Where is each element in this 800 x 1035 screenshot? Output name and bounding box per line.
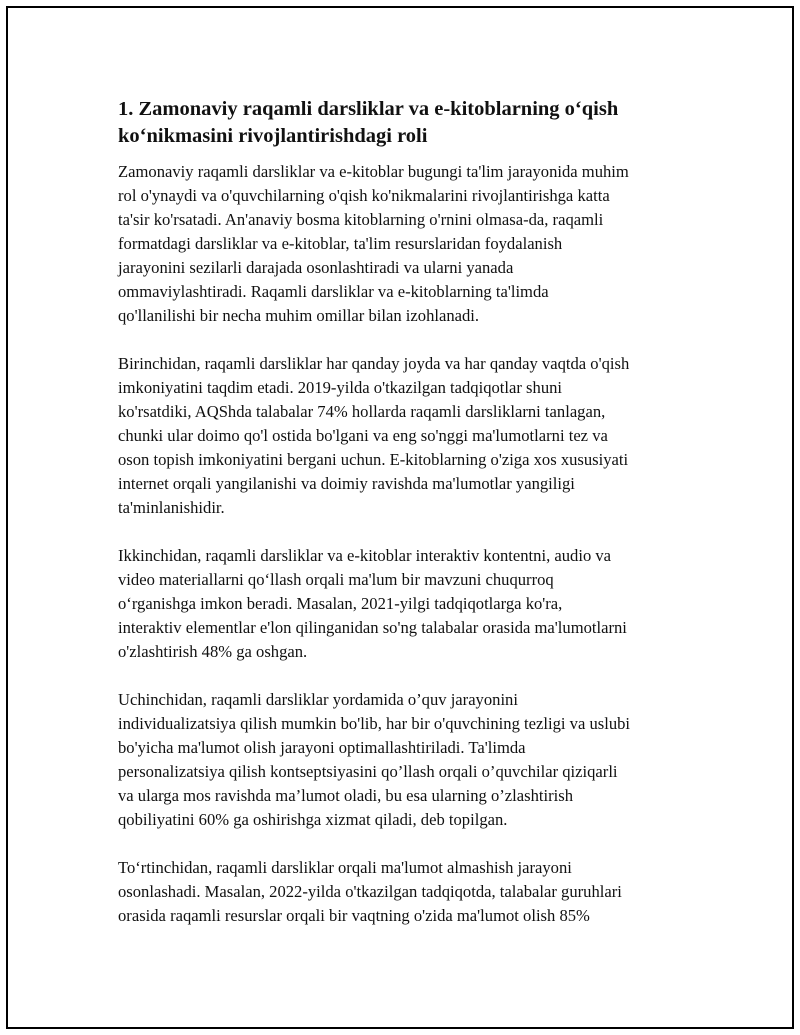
text-line: va ularga mos ravishda ma’lumot oladi, bu esa ularning o’zlashtirish [118, 786, 573, 805]
paragraph-intro [118, 160, 703, 328]
text-line: qo'llanilishi bir necha muhim omillar bilan izohlanadi. [118, 306, 480, 325]
text-line: o'zlashtirish 48% ga oshgan. [118, 642, 308, 661]
text-line: qobiliyatini 60% ga oshirishga xizmat qiladi, deb topilgan. [118, 810, 508, 829]
text-line: internet orqali yangilanishi va doimiy ravishda ma'lumotlar yangiligi [118, 474, 575, 493]
text-line: interaktiv elementlar e'lon qilinganidan so'ng talabalar orasida ma'lumotlarni [118, 618, 627, 637]
text-line: Ikkinchidan, raqamli darsliklar va e-kitoblar interaktiv kontentni, audio va [118, 546, 612, 565]
page-frame [6, 6, 794, 1029]
text-line: osonlashadi. Masalan, 2022-yilda o'tkazilgan tadqiqotda, talabalar guruhlari [118, 882, 622, 901]
text-line: To‘rtinchidan, raqamli darsliklar orqali ma'lumot almashish jarayoni [118, 858, 572, 877]
text-line: formatdagi darsliklar va e-kitoblar, ta'lim resurslaridan foydalanish [118, 234, 563, 253]
document-body [118, 96, 703, 928]
heading-line: 1. Zamonaviy raqamli darsliklar va e-kitoblarning o‘qish [118, 98, 619, 120]
text-line: personalizatsiya qilish kontseptsiyasini qo’llash orqali o’quvchilar qiziqarli [118, 762, 618, 781]
text-line: oson topish imkoniyatini bergani uchun. E-kitoblarning o'ziga xos xususiyati [118, 450, 629, 469]
paragraph-second [118, 544, 703, 664]
text-line: Birinchidan, raqamli darsliklar har qanday joyda va har qanday vaqtda o'qish [118, 354, 630, 373]
paragraph-first [118, 352, 703, 520]
text-line: bo'yicha ma'lumot olish jarayoni optimallashtiriladi. Ta'limda [118, 738, 526, 757]
text-line: ta'minlanishidir. [118, 498, 225, 517]
text-line: chunki ular doimo qo'l ostida bo'lgani va eng so'nggi ma'lumotlarni tez va [118, 426, 608, 445]
section-heading [118, 96, 703, 150]
text-line: individualizatsiya qilish mumkin bo'lib, har bir o'quvchining tezligi va uslubi [118, 714, 631, 733]
text-line: orasida raqamli resurslar orqali bir vaqtning o'zida ma'lumot olish 85% [118, 906, 590, 925]
text-line: imkoniyatini taqdim etadi. 2019-yilda o'tkazilgan tadqiqotlar shuni [118, 378, 563, 397]
text-line: o‘rganishga imkon beradi. Masalan, 2021-yilgi tadqiqotlarga ko'ra, [118, 594, 563, 613]
text-line: Zamonaviy raqamli darsliklar va e-kitoblar bugungi ta'lim jarayonida muhim [118, 162, 629, 181]
paragraph-fourth [118, 856, 703, 928]
text-line: Uchinchidan, raqamli darsliklar yordamida o’quv jarayonini [118, 690, 518, 709]
heading-line: ko‘nikmasini rivojlantirishdagi roli [118, 125, 428, 147]
text-line: video materiallarni qo‘llash orqali ma'lum bir mavzuni chuqurroq [118, 570, 554, 589]
paragraph-third [118, 688, 703, 832]
text-line: rol o'ynaydi va o'quvchilarning o'qish ko'nikmalarini rivojlantirishga katta [118, 186, 610, 205]
text-line: ta'sir ko'rsatadi. An'anaviy bosma kitoblarning o'rnini olmasa-da, raqamli [118, 210, 604, 229]
text-line: jarayonini sezilarli darajada osonlashtiradi va ularni yanada [118, 258, 514, 277]
text-line: ko'rsatdiki, AQShda talabalar 74% hollarda raqamli darsliklarni tanlagan, [118, 402, 606, 421]
text-line: ommaviylashtiradi. Raqamli darsliklar va e-kitoblarning ta'limda [118, 282, 549, 301]
